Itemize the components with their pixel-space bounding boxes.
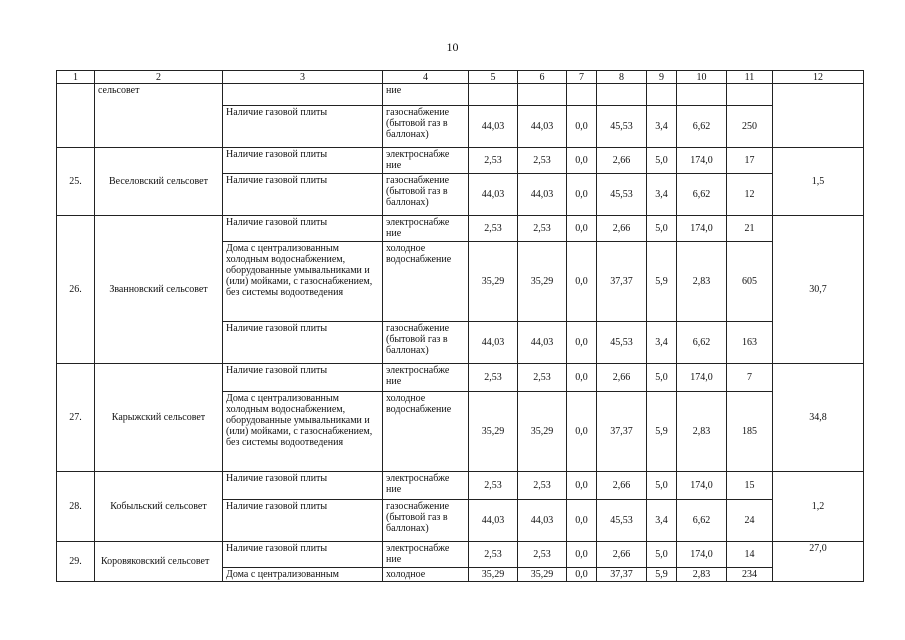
value-cell: 12: [727, 174, 773, 216]
value-cell: 35,29: [518, 242, 567, 322]
value-cell: 6,62: [677, 322, 727, 364]
value-cell: 0,0: [567, 242, 597, 322]
utility-type-cell: электроснабже ние: [383, 364, 469, 392]
value-cell: [677, 84, 727, 106]
value-cell: 0,0: [567, 500, 597, 542]
description-cell: Дома с централизованным: [223, 568, 383, 582]
description-cell: Наличие газовой плиты: [223, 500, 383, 542]
page-number: 10: [446, 40, 459, 54]
table-row: [57, 542, 864, 568]
description-cell: Наличие газовой плиты: [223, 472, 383, 500]
value-cell: 2,83: [677, 392, 727, 472]
row-number: 28.: [57, 472, 95, 542]
value-cell: 44,03: [469, 174, 518, 216]
total-cell: 30,7: [773, 216, 864, 364]
value-cell: 44,03: [518, 322, 567, 364]
value-cell: 3,4: [647, 106, 677, 148]
row-number: 29.: [57, 542, 95, 582]
utility-type-cell: газоснабжение (бытовой газ в баллонах): [383, 500, 469, 542]
value-cell: 0,0: [567, 568, 597, 582]
value-cell: 35,29: [469, 392, 518, 472]
value-cell: 24: [727, 500, 773, 542]
row-number: 27.: [57, 364, 95, 472]
value-cell: 2,66: [597, 364, 647, 392]
utility-type-cell: холодное водоснабжение: [383, 392, 469, 472]
column-header: 4: [383, 71, 469, 84]
column-header: 1: [57, 71, 95, 84]
value-cell: 35,29: [469, 242, 518, 322]
column-header: 8: [597, 71, 647, 84]
value-cell: 5,0: [647, 472, 677, 500]
value-cell: 2,53: [518, 216, 567, 242]
utility-type-cell: электроснабже ние: [383, 472, 469, 500]
value-cell: 45,53: [597, 174, 647, 216]
value-cell: 2,53: [518, 542, 567, 568]
value-cell: 174,0: [677, 148, 727, 174]
value-cell: 5,0: [647, 216, 677, 242]
table-row: [57, 364, 864, 392]
value-cell: 2,53: [469, 472, 518, 500]
value-cell: 2,66: [597, 216, 647, 242]
value-cell: 6,62: [677, 106, 727, 148]
value-cell: 2,53: [469, 216, 518, 242]
value-cell: 605: [727, 242, 773, 322]
description-cell: Наличие газовой плиты: [223, 216, 383, 242]
utility-type-cell: электроснабже ние: [383, 216, 469, 242]
value-cell: 2,53: [469, 542, 518, 568]
value-cell: 0,0: [567, 364, 597, 392]
value-cell: 185: [727, 392, 773, 472]
value-cell: 163: [727, 322, 773, 364]
value-cell: [518, 84, 567, 106]
value-cell: 45,53: [597, 322, 647, 364]
value-cell: 6,62: [677, 500, 727, 542]
settlement-name: сельсовет: [95, 84, 223, 148]
utility-type-cell: газоснабжение (бытовой газ в баллонах): [383, 174, 469, 216]
value-cell: 6,62: [677, 174, 727, 216]
value-cell: 44,03: [469, 500, 518, 542]
total-cell: 1,2: [773, 472, 864, 542]
value-cell: 174,0: [677, 472, 727, 500]
value-cell: 0,0: [567, 322, 597, 364]
value-cell: [647, 84, 677, 106]
value-cell: 3,4: [647, 500, 677, 542]
value-cell: 2,53: [518, 472, 567, 500]
value-cell: 2,66: [597, 472, 647, 500]
total-cell: 34,8: [773, 364, 864, 472]
description-cell: Дома с централизованным холодным водоснабжением, оборудованные умывальниками и (или) мойками, с газоснабжением, без системы водоотведения: [223, 392, 383, 472]
value-cell: 2,53: [469, 148, 518, 174]
value-cell: 174,0: [677, 216, 727, 242]
utility-type-cell: электроснабже ние: [383, 148, 469, 174]
value-cell: 15: [727, 472, 773, 500]
description-cell: Наличие газовой плиты: [223, 322, 383, 364]
value-cell: 0,0: [567, 216, 597, 242]
utility-type-cell: холодное водоснабжение: [383, 242, 469, 322]
column-header: 10: [677, 71, 727, 84]
value-cell: 0,0: [567, 174, 597, 216]
value-cell: 2,83: [677, 242, 727, 322]
column-header: 3: [223, 71, 383, 84]
column-header: 6: [518, 71, 567, 84]
column-header: 12: [773, 71, 864, 84]
description-cell: Наличие газовой плиты: [223, 174, 383, 216]
value-cell: 45,53: [597, 106, 647, 148]
description-cell: Наличие газовой плиты: [223, 106, 383, 148]
description-cell: Дома с централизованным холодным водоснабжением, оборудованные умывальниками и (или) мойками, с газоснабжением, без системы водоотведения: [223, 242, 383, 322]
value-cell: 2,53: [518, 148, 567, 174]
row-number: 25.: [57, 148, 95, 216]
column-header: 11: [727, 71, 773, 84]
total-cell: [773, 84, 864, 148]
value-cell: 5,9: [647, 568, 677, 582]
value-cell: 37,37: [597, 568, 647, 582]
total-cell: 27,0: [773, 542, 864, 582]
utility-type-cell: холодное: [383, 568, 469, 582]
settlement-name: Веселовский сельсовет: [95, 148, 223, 216]
column-header: 9: [647, 71, 677, 84]
column-header: 5: [469, 71, 518, 84]
table-row: [57, 472, 864, 500]
value-cell: [597, 84, 647, 106]
value-cell: 5,0: [647, 364, 677, 392]
table-row: [57, 216, 864, 242]
description-cell: Наличие газовой плиты: [223, 542, 383, 568]
value-cell: 37,37: [597, 392, 647, 472]
description-cell: Наличие газовой плиты: [223, 148, 383, 174]
value-cell: 0,0: [567, 148, 597, 174]
value-cell: 0,0: [567, 392, 597, 472]
description-cell: Наличие газовой плиты: [223, 364, 383, 392]
value-cell: 44,03: [518, 106, 567, 148]
value-cell: 35,29: [518, 392, 567, 472]
value-cell: 14: [727, 542, 773, 568]
value-cell: 35,29: [469, 568, 518, 582]
row-number-cell: [57, 84, 95, 148]
utility-type-cell: газоснабжение (бытовой газ в баллонах): [383, 322, 469, 364]
value-cell: 37,37: [597, 242, 647, 322]
value-cell: 35,29: [518, 568, 567, 582]
value-cell: 44,03: [518, 500, 567, 542]
value-cell: 17: [727, 148, 773, 174]
table-row: [57, 148, 864, 174]
value-cell: 45,53: [597, 500, 647, 542]
utility-type-cell: электроснабже ние: [383, 542, 469, 568]
table-row: [57, 84, 864, 106]
value-cell: 44,03: [469, 322, 518, 364]
value-cell: [727, 84, 773, 106]
value-cell: 2,83: [677, 568, 727, 582]
value-cell: [567, 84, 597, 106]
value-cell: 2,66: [597, 148, 647, 174]
value-cell: 2,53: [469, 364, 518, 392]
description-cell: [223, 84, 383, 106]
header-row: [57, 71, 864, 84]
value-cell: 7: [727, 364, 773, 392]
settlement-name: Званновский сельсовет: [95, 216, 223, 364]
value-cell: 44,03: [469, 106, 518, 148]
value-cell: 5,0: [647, 542, 677, 568]
utility-type-cell: газоснабжение (бытовой газ в баллонах): [383, 106, 469, 148]
column-header: 2: [95, 71, 223, 84]
tariff-table: [56, 70, 864, 582]
value-cell: 234: [727, 568, 773, 582]
value-cell: 174,0: [677, 364, 727, 392]
value-cell: 5,9: [647, 392, 677, 472]
value-cell: [469, 84, 518, 106]
total-cell: 1,5: [773, 148, 864, 216]
value-cell: 3,4: [647, 322, 677, 364]
value-cell: 2,53: [518, 364, 567, 392]
row-number: 26.: [57, 216, 95, 364]
value-cell: 0,0: [567, 106, 597, 148]
utility-type-cell: ние: [383, 84, 469, 106]
value-cell: 44,03: [518, 174, 567, 216]
value-cell: 5,0: [647, 148, 677, 174]
value-cell: 250: [727, 106, 773, 148]
value-cell: 0,0: [567, 472, 597, 500]
value-cell: 174,0: [677, 542, 727, 568]
settlement-name: Кобыльский сельсовет: [95, 472, 223, 542]
value-cell: 5,9: [647, 242, 677, 322]
value-cell: 0,0: [567, 542, 597, 568]
settlement-name: Коровяковский сельсовет: [95, 542, 223, 582]
value-cell: 21: [727, 216, 773, 242]
value-cell: 3,4: [647, 174, 677, 216]
settlement-name: Карыжский сельсовет: [95, 364, 223, 472]
column-header: 7: [567, 71, 597, 84]
value-cell: 2,66: [597, 542, 647, 568]
